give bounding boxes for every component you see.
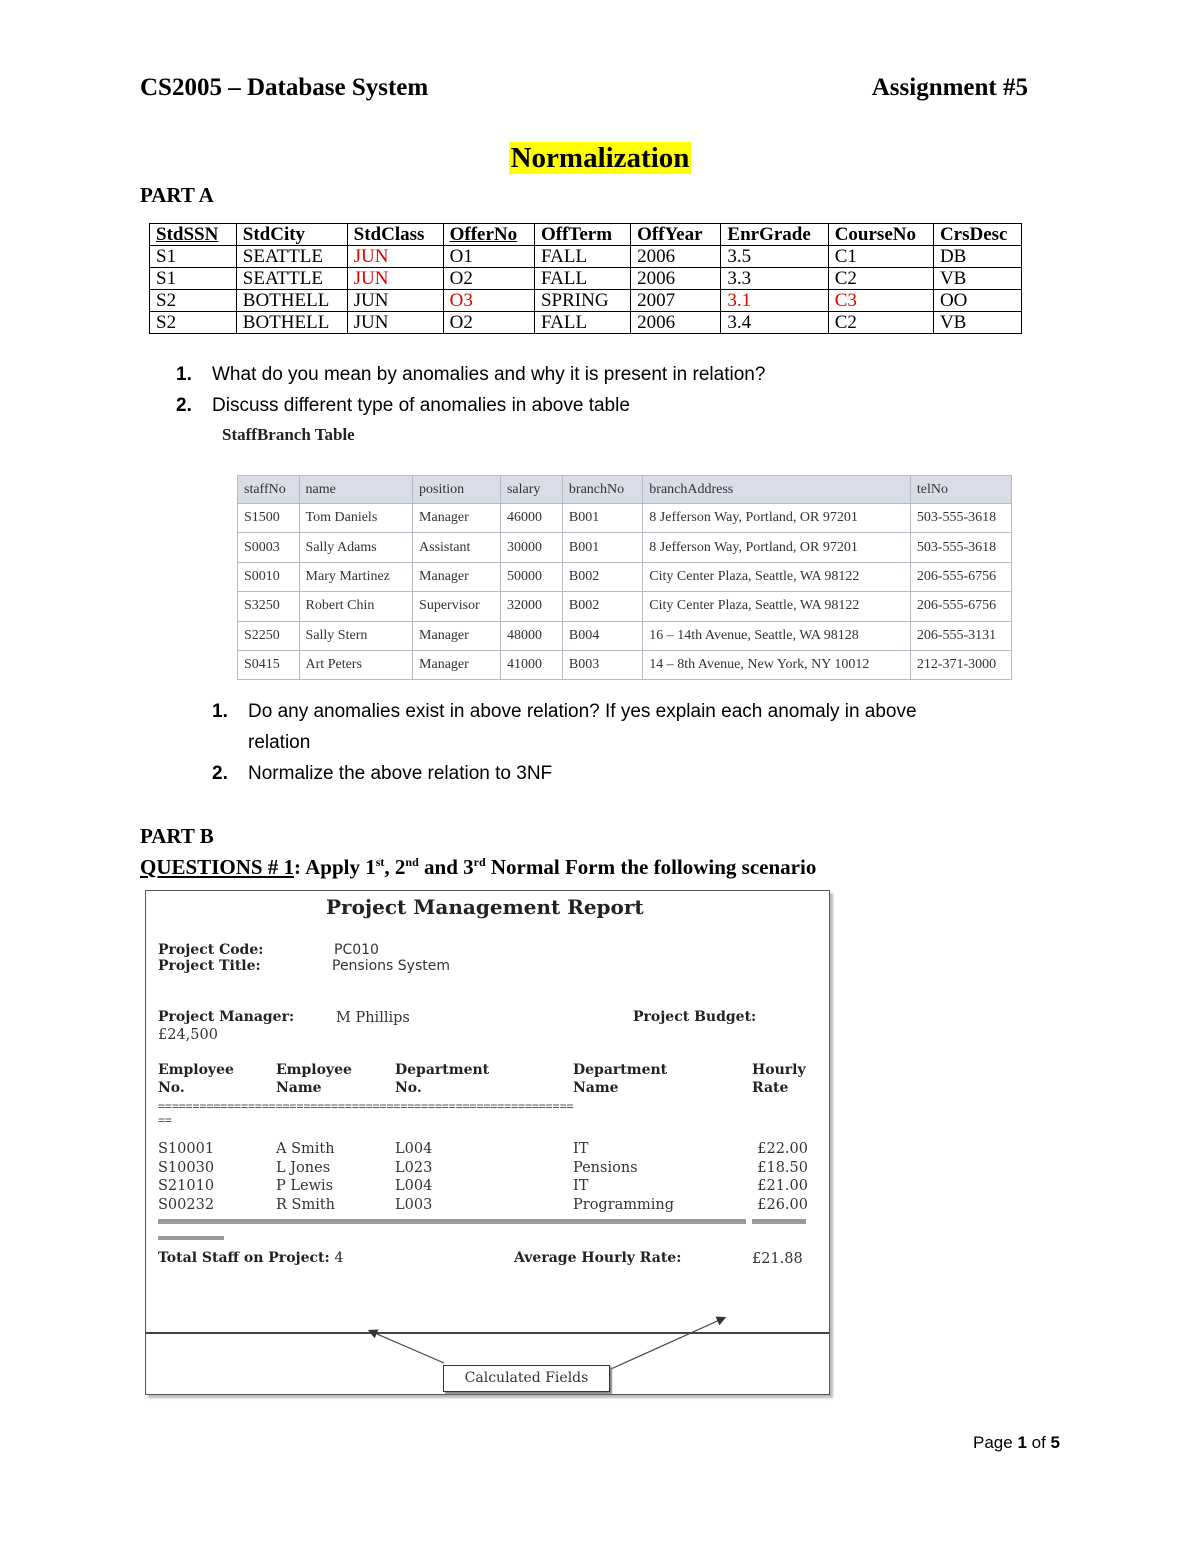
table-cell: S2 xyxy=(150,290,237,312)
part-a-questions-2 xyxy=(212,696,1032,789)
table-header-cell: OffYear xyxy=(631,224,721,246)
table-cell: O2 xyxy=(443,312,534,334)
col-line: Employee xyxy=(276,1062,352,1078)
assignment-number: Assignment #5 xyxy=(871,74,1028,101)
report-cell: P Lewis xyxy=(276,1178,334,1194)
report-cell: £26.00 xyxy=(757,1196,808,1213)
staffbranch-cell: B002 xyxy=(562,592,642,621)
question-text: and 3 xyxy=(418,855,474,879)
table-cell: O1 xyxy=(443,246,534,268)
staffbranch-cell: Tom Daniels xyxy=(299,504,413,533)
report-cell: IT xyxy=(573,1178,589,1194)
table-cell: 2006 xyxy=(631,312,721,334)
table-header-cell: OfferNo xyxy=(443,224,534,246)
separator-row: ============================================================ xyxy=(158,1099,574,1113)
col-line: Name xyxy=(573,1080,619,1096)
total-staff-value: 4 xyxy=(334,1250,344,1266)
project-manager-value: M Phillips xyxy=(336,1010,410,1026)
arrow-left xyxy=(370,1331,444,1363)
staffbranch-header-cell: salary xyxy=(500,476,562,504)
superscript: nd xyxy=(405,855,419,869)
question-text: Do any anomalies exist in above relation? If yes explain each anomaly in above xyxy=(248,701,917,722)
table-cell: BOTHELL xyxy=(236,290,347,312)
report-cell: S10001 xyxy=(158,1141,215,1157)
staffbranch-cell: B004 xyxy=(562,621,642,650)
question-text: Normal Form the following scenario xyxy=(485,855,817,879)
footer-mid: of xyxy=(1026,1433,1051,1452)
table-cell: C2 xyxy=(828,268,933,290)
staffbranch-cell: 8 Jefferson Way, Portland, OR 97201 xyxy=(643,533,911,562)
question-item xyxy=(212,758,1032,789)
staffbranch-cell: 212-371-3000 xyxy=(910,650,1011,679)
staffbranch-cell: 16 – 14th Avenue, Seattle, WA 98128 xyxy=(643,621,911,650)
table-cell: C1 xyxy=(828,246,933,268)
table-cell: SEATTLE xyxy=(236,246,347,268)
staffbranch-cell: Manager xyxy=(413,562,501,591)
table-cell: FALL xyxy=(534,312,630,334)
report-cell: L Jones xyxy=(276,1159,331,1176)
staffbranch-row xyxy=(238,533,1012,562)
project-budget-value: £24,500 xyxy=(158,1027,218,1043)
table-cell: O3 xyxy=(443,290,534,312)
staffbranch-cell: Manager xyxy=(413,650,501,679)
table-row xyxy=(150,312,1022,334)
staffbranch-cell: Assistant xyxy=(413,533,501,562)
col-line: Hourly xyxy=(752,1062,806,1078)
staffbranch-cell: City Center Plaza, Seattle, WA 98122 xyxy=(643,562,911,591)
question-text: Discuss different type of anomalies in above table xyxy=(212,395,630,416)
table-cell: C3 xyxy=(828,290,933,312)
footer-total: 5 xyxy=(1050,1433,1060,1452)
course-title: CS2005 – Database System xyxy=(140,74,429,101)
project-code-label: Project Code: xyxy=(158,942,264,958)
staffbranch-cell: 206-555-6756 xyxy=(910,562,1011,591)
table-cell: 3.1 xyxy=(721,290,828,312)
table-cell: FALL xyxy=(534,246,630,268)
staffbranch-table xyxy=(237,475,1012,680)
report-cell: S21010 xyxy=(158,1178,215,1194)
enrollment-table xyxy=(149,223,1022,334)
staffbranch-header-cell: position xyxy=(413,476,501,504)
table-cell: JUN xyxy=(347,290,443,312)
staffbranch-cell: Sally Stern xyxy=(299,621,413,650)
staffbranch-cell: 41000 xyxy=(500,650,562,679)
report-cell: £21.00 xyxy=(757,1178,808,1194)
question-item xyxy=(176,359,765,390)
calculated-fields-callout: Calculated Fields xyxy=(443,1365,610,1392)
staffbranch-row xyxy=(238,621,1012,650)
staffbranch-cell: Robert Chin xyxy=(299,592,413,621)
table-cell: JUN xyxy=(347,246,443,268)
staffbranch-cell: 32000 xyxy=(500,592,562,621)
report-cell: L023 xyxy=(395,1159,433,1176)
table-cell: 2007 xyxy=(631,290,721,312)
question-text-continued: relation xyxy=(248,732,311,753)
table-cell: S2 xyxy=(150,312,237,334)
staffbranch-row xyxy=(238,562,1012,591)
table-header-cell: EnrGrade xyxy=(721,224,828,246)
staffbranch-cell: Manager xyxy=(413,504,501,533)
staffbranch-cell: 206-555-3131 xyxy=(910,621,1011,650)
separator-row: == xyxy=(158,1113,172,1127)
col-line: Department xyxy=(573,1062,668,1078)
part-a-questions-1 xyxy=(176,359,765,421)
staffbranch-caption: StaffBranch Table xyxy=(222,425,355,444)
staffbranch-cell: S0003 xyxy=(238,533,300,562)
staffbranch-cell: 50000 xyxy=(500,562,562,591)
staffbranch-cell: 48000 xyxy=(500,621,562,650)
table-cell: VB xyxy=(933,268,1021,290)
report-cell: £18.50 xyxy=(757,1159,808,1176)
part-b-question xyxy=(140,855,816,880)
staffbranch-header-row xyxy=(238,476,1012,504)
staffbranch-cell: Manager xyxy=(413,621,501,650)
project-budget-label: Project Budget: xyxy=(633,1009,757,1025)
col-line: Employee xyxy=(158,1062,234,1078)
staffbranch-header-cell: name xyxy=(299,476,413,504)
staffbranch-cell: 8 Jefferson Way, Portland, OR 97201 xyxy=(643,504,911,533)
avg-rate-label: Average Hourly Rate: xyxy=(514,1250,682,1266)
table-cell: C2 xyxy=(828,312,933,334)
staffbranch-cell: S1500 xyxy=(238,504,300,533)
table-cell: JUN xyxy=(347,268,443,290)
footer-page: 1 xyxy=(1017,1433,1027,1452)
report-cell: Pensions xyxy=(573,1159,638,1176)
staffbranch-cell: City Center Plaza, Seattle, WA 98122 xyxy=(643,592,911,621)
staffbranch-header-cell: telNo xyxy=(910,476,1011,504)
report-cell: R Smith xyxy=(276,1196,336,1213)
staffbranch-cell: 503-555-3618 xyxy=(910,533,1011,562)
part-a-label: PART A xyxy=(140,183,214,207)
table-header-cell: CrsDesc xyxy=(933,224,1021,246)
total-staff-label: Total Staff on Project: xyxy=(158,1250,330,1266)
question-number: 1. xyxy=(176,364,192,385)
question-number: 2. xyxy=(176,395,192,416)
table-cell: 3.5 xyxy=(721,246,828,268)
question-text: Normalize the above relation to 3NF xyxy=(248,763,553,784)
table-cell: FALL xyxy=(534,268,630,290)
staffbranch-cell: S2250 xyxy=(238,621,300,650)
project-title-label: Project Title: xyxy=(158,958,261,974)
report-cell: IT xyxy=(573,1141,589,1157)
staffbranch-header-cell: staffNo xyxy=(238,476,300,504)
superscript: rd xyxy=(473,855,486,869)
col-line: No. xyxy=(158,1080,185,1096)
staffbranch-cell: Art Peters xyxy=(299,650,413,679)
project-manager-label: Project Manager: xyxy=(158,1009,295,1025)
question-number: 1. xyxy=(212,701,228,722)
question-item xyxy=(176,390,765,421)
staffbranch-cell: 206-555-6756 xyxy=(910,592,1011,621)
table-cell: 2006 xyxy=(631,246,721,268)
table-cell: 3.4 xyxy=(721,312,828,334)
table-cell: JUN xyxy=(347,312,443,334)
staffbranch-cell: S0010 xyxy=(238,562,300,591)
avg-rate-value: £21.88 xyxy=(752,1251,803,1267)
question-text: , 2 xyxy=(384,855,406,879)
footer-prefix: Page xyxy=(973,1433,1018,1452)
table-cell: O2 xyxy=(443,268,534,290)
page-footer xyxy=(973,1433,1060,1453)
report-cell: £22.00 xyxy=(757,1141,808,1157)
report-cell: S10030 xyxy=(158,1159,215,1176)
question-prefix: QUESTIONS # 1 xyxy=(140,855,295,879)
table-row xyxy=(150,246,1022,268)
part-b-label: PART B xyxy=(140,824,214,848)
table-cell: S1 xyxy=(150,246,237,268)
table-cell: 2006 xyxy=(631,268,721,290)
table-header-cell: StdClass xyxy=(347,224,443,246)
staffbranch-cell: Sally Adams xyxy=(299,533,413,562)
staffbranch-cell: 14 – 8th Avenue, New York, NY 10012 xyxy=(643,650,911,679)
staffbranch-cell: B003 xyxy=(562,650,642,679)
staffbranch-cell: 46000 xyxy=(500,504,562,533)
col-line: Department xyxy=(395,1062,490,1078)
staffbranch-cell: 30000 xyxy=(500,533,562,562)
staffbranch-cell: S3250 xyxy=(238,592,300,621)
staffbranch-cell: Mary Martinez xyxy=(299,562,413,591)
staffbranch-cell: B001 xyxy=(562,504,642,533)
table-header-cell: CourseNo xyxy=(828,224,933,246)
staffbranch-cell: Supervisor xyxy=(413,592,501,621)
question-item xyxy=(212,696,1032,727)
col-line: No. xyxy=(395,1080,422,1096)
staffbranch-cell: S0415 xyxy=(238,650,300,679)
table-cell: SEATTLE xyxy=(236,268,347,290)
staffbranch-cell: B002 xyxy=(562,562,642,591)
title-wrap xyxy=(0,140,1200,176)
table-header-cell: OffTerm xyxy=(534,224,630,246)
page-title: Normalization xyxy=(510,142,690,174)
arrow-right xyxy=(611,1318,724,1369)
col-line: Rate xyxy=(752,1080,789,1096)
staffbranch-cell: B001 xyxy=(562,533,642,562)
question-text: What do you mean by anomalies and why it is present in relation? xyxy=(212,364,766,385)
project-report-figure xyxy=(145,890,830,1395)
table-header-row xyxy=(150,224,1022,246)
staffbranch-cell: 503-555-3618 xyxy=(910,504,1011,533)
table-header-cell: StdSSN xyxy=(150,224,237,246)
table-cell: OO xyxy=(933,290,1021,312)
callout-arrows xyxy=(146,891,829,1394)
report-cell: Programming xyxy=(573,1196,675,1213)
table-row xyxy=(150,268,1022,290)
question-number: 2. xyxy=(212,763,228,784)
report-cell: A Smith xyxy=(276,1141,335,1157)
table-cell: 3.3 xyxy=(721,268,828,290)
staffbranch-header-cell: branchAddress xyxy=(643,476,911,504)
table-cell: BOTHELL xyxy=(236,312,347,334)
report-cell: S00232 xyxy=(158,1196,215,1213)
report-cell: L004 xyxy=(395,1141,433,1157)
project-title-value: Pensions System xyxy=(332,958,451,974)
table-row xyxy=(150,290,1022,312)
report-cell: L003 xyxy=(395,1196,433,1213)
project-code-value: PC010 xyxy=(334,942,379,958)
table-cell: VB xyxy=(933,312,1021,334)
report-title: Project Management Report xyxy=(326,895,644,919)
table-header-cell: StdCity xyxy=(236,224,347,246)
report-cell: L004 xyxy=(395,1178,433,1194)
col-line: Name xyxy=(276,1080,322,1096)
superscript: st xyxy=(375,855,385,869)
staffbranch-row xyxy=(238,504,1012,533)
table-cell: S1 xyxy=(150,268,237,290)
staffbranch-header-cell: branchNo xyxy=(562,476,642,504)
table-cell: SPRING xyxy=(534,290,630,312)
staffbranch-row xyxy=(238,592,1012,621)
staffbranch-row xyxy=(238,650,1012,679)
table-cell: DB xyxy=(933,246,1021,268)
question-text: : Apply 1 xyxy=(294,855,376,879)
